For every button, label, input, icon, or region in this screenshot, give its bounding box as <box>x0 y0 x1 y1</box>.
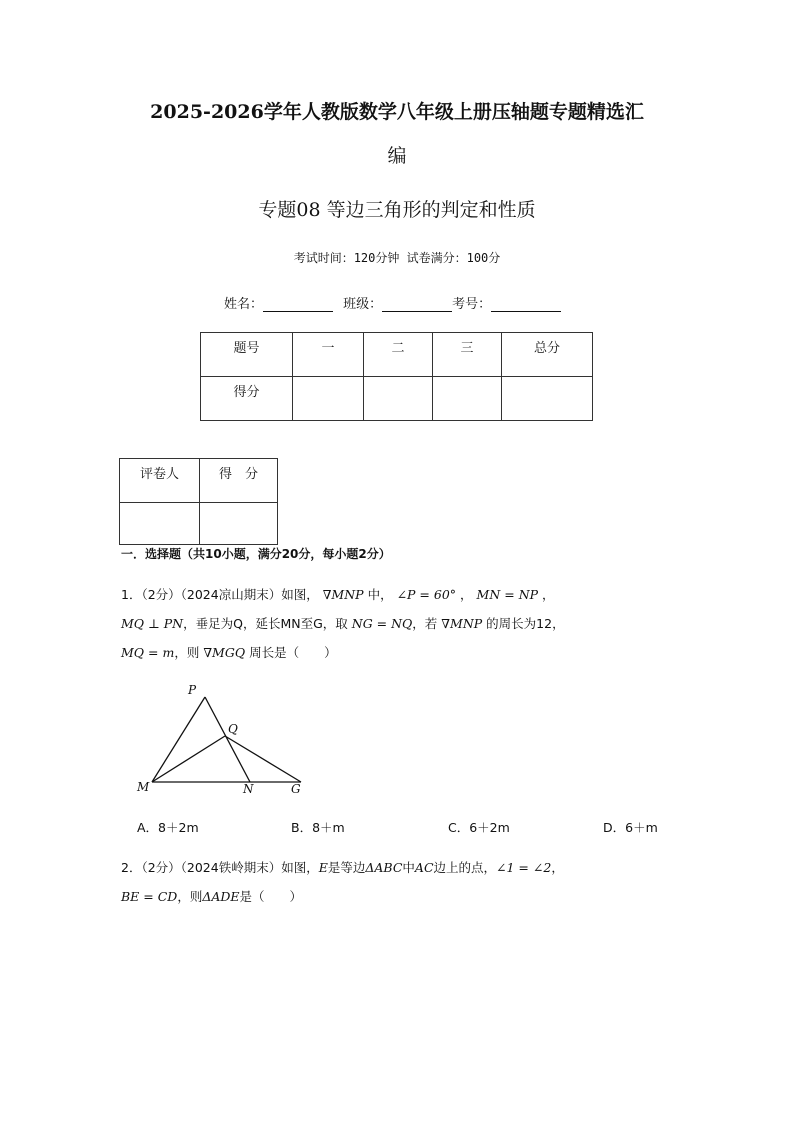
class-label: 班级： <box>343 297 383 312</box>
label-n: N <box>243 782 254 796</box>
q1-text: ，则 <box>174 645 200 660</box>
option-c[interactable]: C．6＋2m <box>448 820 510 835</box>
question-1 <box>121 580 565 667</box>
q1-line1 <box>121 580 565 609</box>
class-blank[interactable] <box>382 297 452 312</box>
score-cell[interactable] <box>364 377 433 421</box>
label-q: Q <box>228 722 238 736</box>
q1-math: MQ = m <box>121 645 175 660</box>
q2-math: ∠1 = ∠2 <box>496 860 552 875</box>
score-table-header: 题号 <box>201 333 293 377</box>
segment-pn <box>205 697 250 782</box>
q2-line2 <box>121 882 564 911</box>
q1-math: ∇MGQ <box>203 645 246 660</box>
q1-text: ， <box>460 587 473 602</box>
score-cell[interactable] <box>293 377 364 421</box>
doc-subtitle: 专题08 等边三角形的判定和性质 <box>258 199 536 221</box>
name-blank[interactable] <box>263 297 333 312</box>
label-p: P <box>188 683 197 697</box>
q1-text: 的周长为12， <box>486 616 565 631</box>
segment-mp <box>152 697 205 782</box>
q1-math: MN = NP <box>476 587 539 602</box>
doc-title-line2: 编 <box>387 145 407 167</box>
q1-text: ，垂足为Q，延长MN至G，取 <box>183 616 348 631</box>
doc-title-line1: 2025-2026学年人教版数学八年级上册压轴题专题精选汇 <box>150 101 644 123</box>
q2-text: ， <box>551 860 564 875</box>
exam-info: 考试时间：120分钟 试卷满分：100分 <box>293 251 501 265</box>
score-cell[interactable] <box>502 377 593 421</box>
segment-mq <box>152 736 225 782</box>
score-table-header: 三 <box>433 333 502 377</box>
q1-text: 1．（2分）（2024凉山期末）如图， <box>121 587 319 602</box>
grader-header: 评卷人 <box>120 459 200 503</box>
score-row-label: 得分 <box>201 377 293 421</box>
exam-no-blank[interactable] <box>491 297 561 312</box>
q2-text: 是（ ） <box>239 889 303 904</box>
score-cell[interactable] <box>433 377 502 421</box>
q1-text: ，若 <box>412 616 438 631</box>
segment-qg <box>225 736 301 782</box>
q1-math: ∇MNP <box>441 616 483 631</box>
q2-math: ΔADE <box>202 889 240 904</box>
q2-text: 2．（2分）（2024铁岭期末）如图， <box>121 860 319 875</box>
q2-text: 是等边 <box>327 860 366 875</box>
q1-text: 中， <box>367 587 393 602</box>
q1-math: MQ ⊥ PN <box>121 616 184 631</box>
option-a[interactable]: A．8＋2m <box>137 820 199 835</box>
q2-math: BE = CD <box>121 889 178 904</box>
score-table-header: 一 <box>293 333 364 377</box>
q1-math: ∇MNP <box>322 587 364 602</box>
q1-figure <box>130 680 320 800</box>
score-table-header: 总分 <box>502 333 593 377</box>
q1-text: 周长是（ ） <box>249 645 337 660</box>
score-table-header: 二 <box>364 333 433 377</box>
q1-math: NG = NQ <box>351 616 413 631</box>
option-d[interactable]: D．6＋m <box>603 820 658 835</box>
option-b[interactable]: B．8＋m <box>291 820 345 835</box>
q2-math: ΔABC <box>365 860 403 875</box>
q1-line3 <box>121 638 565 667</box>
score-table <box>200 332 593 421</box>
question-2 <box>121 853 564 911</box>
q2-text: ，则 <box>177 889 203 904</box>
section-heading: 一．选择题（共10小题，满分20分，每小题2分） <box>121 547 391 561</box>
grader-table <box>119 458 278 545</box>
q1-text: ， <box>542 587 555 602</box>
q1-line2 <box>121 609 565 638</box>
q1-math: ∠P = 60° <box>396 587 457 602</box>
name-label: 姓名： <box>224 297 264 312</box>
q2-text: 中 <box>402 860 415 875</box>
grader-cell[interactable] <box>120 503 200 545</box>
label-m: M <box>137 780 150 794</box>
q2-text: 边上的点， <box>433 860 497 875</box>
q2-line1 <box>121 853 564 882</box>
student-info-line <box>224 293 561 312</box>
q2-math: E <box>318 860 328 875</box>
grader-header: 得 分 <box>200 459 278 503</box>
q2-math: AC <box>414 860 434 875</box>
label-g: G <box>291 782 301 796</box>
exam-no-label: 考号： <box>452 297 492 312</box>
score-cell[interactable] <box>200 503 278 545</box>
